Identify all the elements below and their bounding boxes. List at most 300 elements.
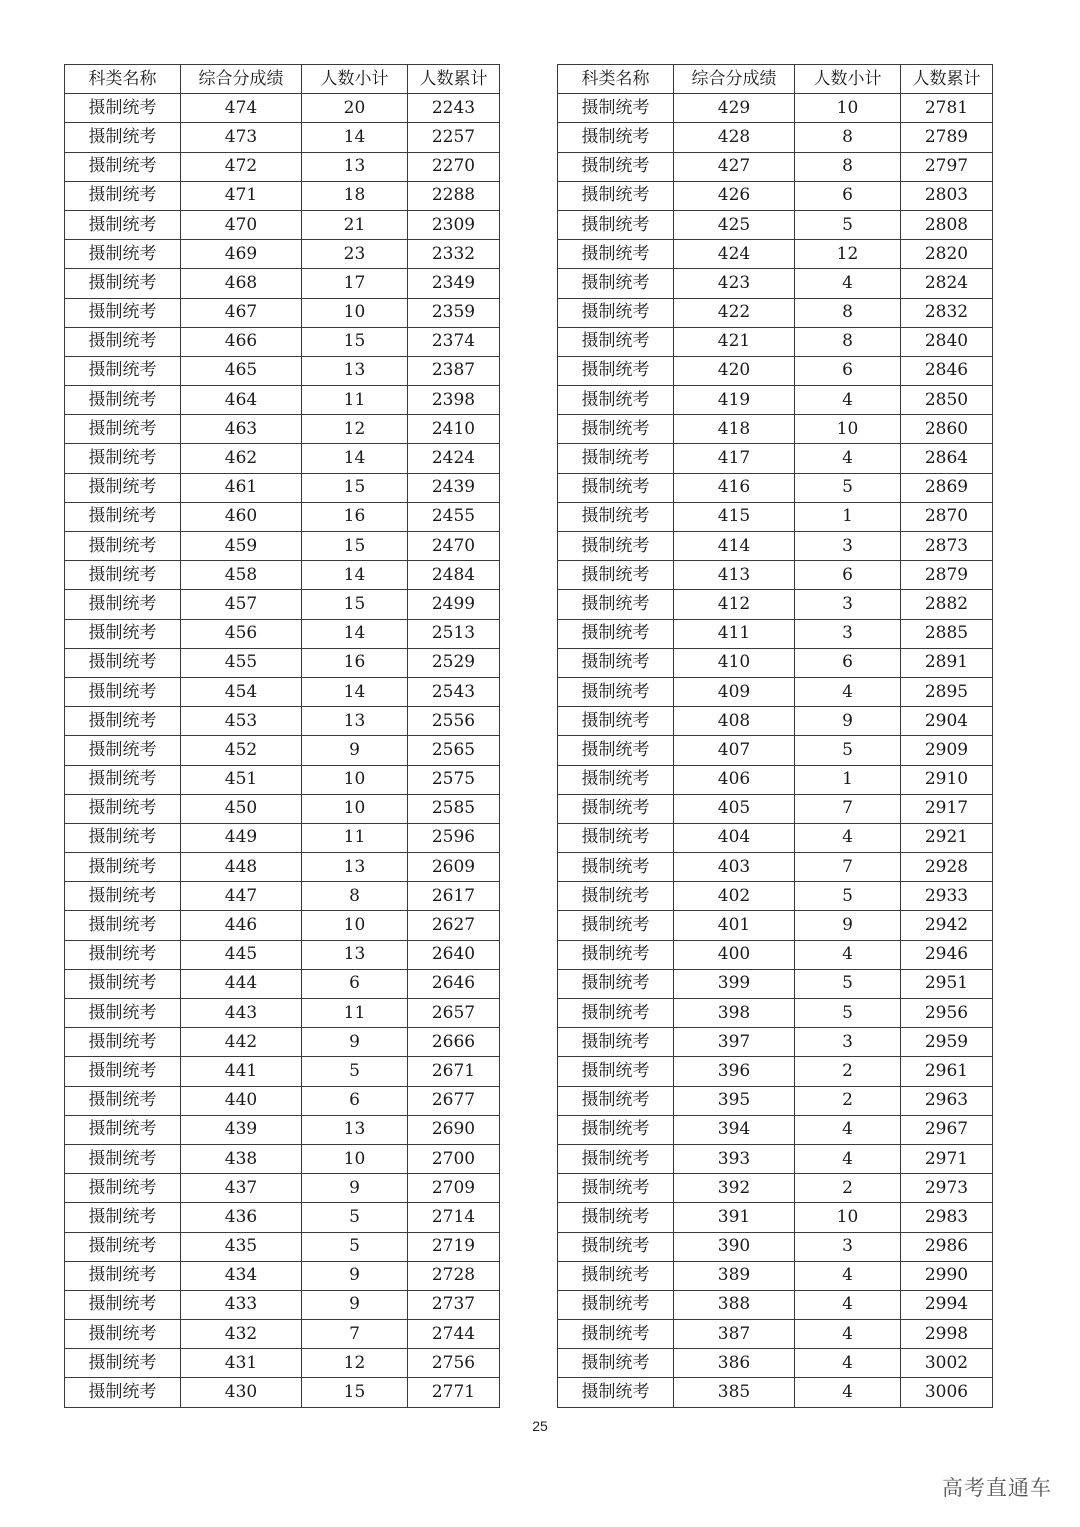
cell-score: 387 (674, 1320, 795, 1349)
cell-score: 412 (674, 590, 795, 619)
cell-score: 456 (181, 619, 302, 648)
table-row (558, 648, 993, 677)
table-row (558, 532, 993, 561)
cell-count: 7 (302, 1320, 408, 1349)
cell-score: 423 (674, 269, 795, 298)
cell-score: 393 (674, 1144, 795, 1173)
cell-count: 13 (302, 152, 408, 181)
cell-score: 406 (674, 765, 795, 794)
cell-cumulative: 2967 (901, 1115, 993, 1144)
cell-cumulative: 2349 (408, 269, 500, 298)
cell-category: 摄制统考 (558, 1349, 674, 1378)
table-row (65, 532, 500, 561)
cell-count: 14 (302, 619, 408, 648)
cell-score: 467 (181, 298, 302, 327)
cell-category: 摄制统考 (558, 181, 674, 210)
cell-score: 471 (181, 181, 302, 210)
cell-cumulative: 2585 (408, 794, 500, 823)
cell-category: 摄制统考 (65, 1232, 181, 1261)
cell-category: 摄制统考 (65, 707, 181, 736)
cell-category: 摄制统考 (65, 911, 181, 940)
table-header-row (65, 65, 500, 94)
cell-cumulative: 2797 (901, 152, 993, 181)
cell-count: 11 (302, 386, 408, 415)
cell-category: 摄制统考 (558, 502, 674, 531)
cell-cumulative: 3006 (901, 1378, 993, 1407)
cell-count: 4 (795, 823, 901, 852)
table-row (65, 152, 500, 181)
table-header-row (558, 65, 993, 94)
table-row (65, 823, 500, 852)
cell-cumulative: 2771 (408, 1378, 500, 1407)
table-row (65, 1203, 500, 1232)
table-row (65, 999, 500, 1028)
header-category: 科类名称 (558, 65, 674, 94)
cell-count: 5 (795, 473, 901, 502)
cell-category: 摄制统考 (65, 181, 181, 210)
cell-score: 410 (674, 648, 795, 677)
cell-cumulative: 2700 (408, 1144, 500, 1173)
cell-cumulative: 2846 (901, 356, 993, 385)
cell-cumulative: 2627 (408, 911, 500, 940)
cell-count: 4 (795, 1349, 901, 1378)
table-row (65, 765, 500, 794)
header-cumulative: 人数累计 (901, 65, 993, 94)
table-row (558, 911, 993, 940)
cell-count: 8 (795, 327, 901, 356)
cell-count: 4 (795, 677, 901, 706)
table-row (558, 269, 993, 298)
cell-category: 摄制统考 (65, 152, 181, 181)
cell-category: 摄制统考 (65, 823, 181, 852)
cell-cumulative: 2942 (901, 911, 993, 940)
cell-cumulative: 2917 (901, 794, 993, 823)
cell-count: 11 (302, 999, 408, 1028)
cell-count: 5 (795, 736, 901, 765)
cell-score: 409 (674, 677, 795, 706)
cell-score: 414 (674, 532, 795, 561)
cell-category: 摄制统考 (558, 123, 674, 152)
cell-cumulative: 2850 (901, 386, 993, 415)
score-table-right (557, 64, 993, 1408)
cell-category: 摄制统考 (558, 444, 674, 473)
cell-cumulative: 2986 (901, 1232, 993, 1261)
table-row (65, 1174, 500, 1203)
cell-category: 摄制统考 (558, 240, 674, 269)
cell-cumulative: 2424 (408, 444, 500, 473)
table-row (65, 240, 500, 269)
cell-count: 5 (795, 882, 901, 911)
table-row (65, 882, 500, 911)
cell-score: 469 (181, 240, 302, 269)
cell-cumulative: 2596 (408, 823, 500, 852)
cell-score: 465 (181, 356, 302, 385)
table-row (65, 619, 500, 648)
cell-count: 2 (795, 1057, 901, 1086)
cell-count: 13 (302, 853, 408, 882)
watermark-text: 高考直通车 (942, 1476, 1052, 1500)
cell-category: 摄制统考 (65, 532, 181, 561)
cell-cumulative: 2439 (408, 473, 500, 502)
cell-category: 摄制统考 (65, 677, 181, 706)
table-row (558, 677, 993, 706)
cell-score: 407 (674, 736, 795, 765)
cell-category: 摄制统考 (558, 532, 674, 561)
cell-category: 摄制统考 (65, 94, 181, 123)
table-row (558, 1320, 993, 1349)
cell-count: 15 (302, 327, 408, 356)
table-row (65, 210, 500, 239)
cell-cumulative: 2756 (408, 1349, 500, 1378)
cell-score: 458 (181, 561, 302, 590)
cell-count: 4 (795, 1290, 901, 1319)
cell-cumulative: 2270 (408, 152, 500, 181)
cell-count: 14 (302, 123, 408, 152)
table-row (65, 853, 500, 882)
cell-count: 13 (302, 940, 408, 969)
cell-cumulative: 2956 (901, 999, 993, 1028)
cell-cumulative: 2575 (408, 765, 500, 794)
cell-cumulative: 2513 (408, 619, 500, 648)
table-row (558, 94, 993, 123)
table-row (65, 386, 500, 415)
cell-category: 摄制统考 (558, 648, 674, 677)
table-row (558, 1378, 993, 1407)
table-row (65, 911, 500, 940)
cell-score: 435 (181, 1232, 302, 1261)
cell-category: 摄制统考 (65, 1261, 181, 1290)
cell-score: 426 (674, 181, 795, 210)
table-row (65, 1144, 500, 1173)
cell-score: 399 (674, 969, 795, 998)
cell-score: 470 (181, 210, 302, 239)
cell-count: 10 (795, 1203, 901, 1232)
cell-score: 411 (674, 619, 795, 648)
cell-score: 444 (181, 969, 302, 998)
cell-score: 436 (181, 1203, 302, 1232)
cell-category: 摄制统考 (65, 1174, 181, 1203)
cell-score: 391 (674, 1203, 795, 1232)
cell-cumulative: 2803 (901, 181, 993, 210)
table-row (65, 1115, 500, 1144)
cell-score: 401 (674, 911, 795, 940)
table-row (65, 181, 500, 210)
table-row (65, 473, 500, 502)
table-row (558, 853, 993, 882)
table-row (558, 444, 993, 473)
cell-category: 摄制统考 (65, 1349, 181, 1378)
cell-score: 424 (674, 240, 795, 269)
table-row (65, 736, 500, 765)
cell-count: 15 (302, 1378, 408, 1407)
cell-category: 摄制统考 (65, 561, 181, 590)
cell-category: 摄制统考 (558, 561, 674, 590)
cell-score: 386 (674, 1349, 795, 1378)
cell-score: 446 (181, 911, 302, 940)
cell-cumulative: 2374 (408, 327, 500, 356)
table-row (65, 1057, 500, 1086)
cell-score: 440 (181, 1086, 302, 1115)
table-row (65, 590, 500, 619)
cell-cumulative: 2617 (408, 882, 500, 911)
cell-score: 437 (181, 1174, 302, 1203)
header-count: 人数小计 (302, 65, 408, 94)
cell-score: 400 (674, 940, 795, 969)
cell-category: 摄制统考 (65, 269, 181, 298)
cell-category: 摄制统考 (65, 882, 181, 911)
cell-category: 摄制统考 (558, 590, 674, 619)
cell-cumulative: 2971 (901, 1144, 993, 1173)
cell-category: 摄制统考 (558, 386, 674, 415)
cell-cumulative: 2709 (408, 1174, 500, 1203)
cell-count: 3 (795, 590, 901, 619)
cell-category: 摄制统考 (558, 1057, 674, 1086)
cell-category: 摄制统考 (65, 1378, 181, 1407)
cell-cumulative: 2885 (901, 619, 993, 648)
cell-count: 17 (302, 269, 408, 298)
cell-count: 13 (302, 1115, 408, 1144)
table-row (558, 1086, 993, 1115)
cell-cumulative: 2921 (901, 823, 993, 852)
cell-count: 4 (795, 444, 901, 473)
cell-cumulative: 2933 (901, 882, 993, 911)
cell-category: 摄制统考 (65, 444, 181, 473)
table-row (65, 298, 500, 327)
cell-count: 10 (795, 94, 901, 123)
cell-count: 11 (302, 823, 408, 852)
cell-count: 15 (302, 590, 408, 619)
table-row (65, 561, 500, 590)
cell-category: 摄制统考 (65, 765, 181, 794)
cell-category: 摄制统考 (558, 94, 674, 123)
cell-count: 20 (302, 94, 408, 123)
cell-count: 8 (795, 123, 901, 152)
cell-cumulative: 2951 (901, 969, 993, 998)
cell-score: 439 (181, 1115, 302, 1144)
table-row (558, 1144, 993, 1173)
cell-category: 摄制统考 (558, 269, 674, 298)
table-row (65, 1086, 500, 1115)
cell-cumulative: 2671 (408, 1057, 500, 1086)
cell-category: 摄制统考 (65, 1057, 181, 1086)
cell-category: 摄制统考 (558, 356, 674, 385)
cell-category: 摄制统考 (65, 1144, 181, 1173)
table-row (558, 590, 993, 619)
cell-cumulative: 2959 (901, 1028, 993, 1057)
cell-score: 422 (674, 298, 795, 327)
cell-count: 16 (302, 502, 408, 531)
cell-score: 429 (674, 94, 795, 123)
cell-score: 413 (674, 561, 795, 590)
cell-score: 468 (181, 269, 302, 298)
table-row (558, 619, 993, 648)
cell-count: 23 (302, 240, 408, 269)
cell-cumulative: 2820 (901, 240, 993, 269)
cell-count: 14 (302, 561, 408, 590)
header-category: 科类名称 (65, 65, 181, 94)
cell-category: 摄制统考 (558, 1144, 674, 1173)
table-row (65, 794, 500, 823)
cell-score: 428 (674, 123, 795, 152)
table-row (65, 444, 500, 473)
cell-score: 392 (674, 1174, 795, 1203)
cell-cumulative: 2677 (408, 1086, 500, 1115)
cell-category: 摄制统考 (65, 736, 181, 765)
table-row (65, 502, 500, 531)
cell-count: 4 (795, 269, 901, 298)
cell-count: 2 (795, 1086, 901, 1115)
cell-count: 9 (302, 1174, 408, 1203)
table-row (65, 415, 500, 444)
table-row (65, 1290, 500, 1319)
cell-count: 7 (795, 853, 901, 882)
cell-score: 452 (181, 736, 302, 765)
cell-count: 8 (795, 152, 901, 181)
cell-score: 395 (674, 1086, 795, 1115)
cell-count: 5 (302, 1203, 408, 1232)
cell-cumulative: 2470 (408, 532, 500, 561)
cell-count: 9 (302, 1028, 408, 1057)
cell-cumulative: 2484 (408, 561, 500, 590)
table-row (558, 969, 993, 998)
cell-cumulative: 2946 (901, 940, 993, 969)
cell-score: 454 (181, 677, 302, 706)
table-row (558, 181, 993, 210)
cell-score: 463 (181, 415, 302, 444)
cell-count: 10 (302, 765, 408, 794)
table-row (558, 882, 993, 911)
cell-cumulative: 2398 (408, 386, 500, 415)
cell-count: 18 (302, 181, 408, 210)
cell-cumulative: 2565 (408, 736, 500, 765)
cell-count: 13 (302, 707, 408, 736)
cell-category: 摄制统考 (65, 999, 181, 1028)
table-row (558, 823, 993, 852)
cell-score: 447 (181, 882, 302, 911)
cell-category: 摄制统考 (558, 1086, 674, 1115)
cell-cumulative: 2288 (408, 181, 500, 210)
cell-score: 417 (674, 444, 795, 473)
cell-score: 445 (181, 940, 302, 969)
cell-score: 451 (181, 765, 302, 794)
cell-category: 摄制统考 (558, 794, 674, 823)
cell-cumulative: 2719 (408, 1232, 500, 1261)
cell-cumulative: 2690 (408, 1115, 500, 1144)
cell-category: 摄制统考 (558, 707, 674, 736)
cell-category: 摄制统考 (65, 327, 181, 356)
table-row (558, 152, 993, 181)
cell-score: 453 (181, 707, 302, 736)
cell-cumulative: 2387 (408, 356, 500, 385)
cell-score: 418 (674, 415, 795, 444)
cell-score: 449 (181, 823, 302, 852)
cell-cumulative: 2983 (901, 1203, 993, 1232)
cell-score: 461 (181, 473, 302, 502)
cell-score: 427 (674, 152, 795, 181)
cell-count: 8 (302, 882, 408, 911)
cell-cumulative: 2455 (408, 502, 500, 531)
cell-count: 9 (795, 707, 901, 736)
cell-count: 4 (795, 1144, 901, 1173)
cell-cumulative: 2840 (901, 327, 993, 356)
cell-count: 5 (302, 1057, 408, 1086)
cell-cumulative: 2961 (901, 1057, 993, 1086)
cell-cumulative: 2904 (901, 707, 993, 736)
cell-cumulative: 2556 (408, 707, 500, 736)
cell-cumulative: 2744 (408, 1320, 500, 1349)
cell-score: 432 (181, 1320, 302, 1349)
cell-category: 摄制统考 (65, 1203, 181, 1232)
cell-category: 摄制统考 (65, 123, 181, 152)
table-body-right (558, 94, 993, 1407)
cell-score: 402 (674, 882, 795, 911)
cell-count: 4 (795, 1261, 901, 1290)
table-row (558, 1261, 993, 1290)
cell-cumulative: 2789 (901, 123, 993, 152)
cell-count: 5 (302, 1232, 408, 1261)
cell-category: 摄制统考 (65, 590, 181, 619)
cell-count: 4 (795, 1115, 901, 1144)
cell-count: 14 (302, 444, 408, 473)
cell-cumulative: 2808 (901, 210, 993, 239)
cell-score: 462 (181, 444, 302, 473)
cell-category: 摄制统考 (558, 677, 674, 706)
cell-cumulative: 2543 (408, 677, 500, 706)
table-row (65, 1261, 500, 1290)
table-row (558, 1349, 993, 1378)
table-row (558, 940, 993, 969)
cell-cumulative: 2666 (408, 1028, 500, 1057)
cell-count: 9 (302, 1290, 408, 1319)
cell-count: 15 (302, 473, 408, 502)
cell-category: 摄制统考 (65, 1320, 181, 1349)
cell-count: 13 (302, 356, 408, 385)
cell-count: 10 (795, 415, 901, 444)
table-row (558, 1174, 993, 1203)
cell-cumulative: 2860 (901, 415, 993, 444)
cell-cumulative: 2781 (901, 94, 993, 123)
cell-category: 摄制统考 (65, 473, 181, 502)
table-row (65, 677, 500, 706)
cell-cumulative: 2832 (901, 298, 993, 327)
cell-cumulative: 2882 (901, 590, 993, 619)
table-row (558, 1290, 993, 1319)
table-row (558, 240, 993, 269)
cell-cumulative: 2359 (408, 298, 500, 327)
cell-score: 421 (674, 327, 795, 356)
cell-score: 455 (181, 648, 302, 677)
cell-cumulative: 2869 (901, 473, 993, 502)
cell-count: 7 (795, 794, 901, 823)
table-row (558, 502, 993, 531)
table-row (558, 386, 993, 415)
cell-category: 摄制统考 (65, 940, 181, 969)
table-row (65, 1378, 500, 1407)
cell-category: 摄制统考 (65, 1290, 181, 1319)
cell-category: 摄制统考 (558, 940, 674, 969)
cell-count: 3 (795, 532, 901, 561)
table-row (65, 327, 500, 356)
cell-score: 464 (181, 386, 302, 415)
cell-count: 12 (302, 1349, 408, 1378)
cell-count: 10 (302, 794, 408, 823)
cell-count: 6 (795, 648, 901, 677)
cell-category: 摄制统考 (558, 765, 674, 794)
cell-category: 摄制统考 (558, 473, 674, 502)
cell-category: 摄制统考 (65, 356, 181, 385)
table-row (558, 1028, 993, 1057)
cell-count: 6 (795, 356, 901, 385)
